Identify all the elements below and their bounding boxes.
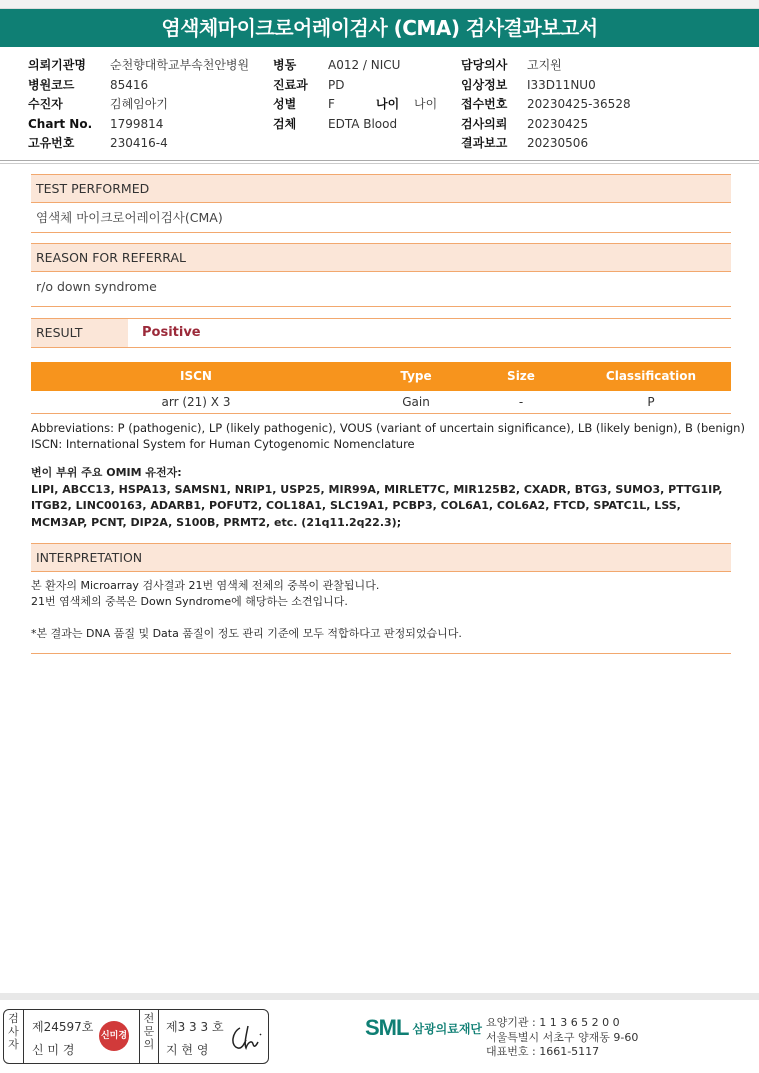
test-performed-heading: TEST PERFORMED (31, 174, 731, 203)
header-label: 수진자 (28, 97, 63, 111)
doctor-label: 전문의 (139, 1010, 159, 1063)
result-value: Positive (142, 325, 201, 340)
header-label: 임상정보 (461, 77, 508, 92)
top-border (0, 0, 759, 9)
header-value: 순천향대학교부속천안병원 (110, 58, 250, 72)
doctor-name: 지 현 영 (166, 1043, 209, 1057)
interpretation-line: 21번 염색체의 중복은 Down Syndrome에 해당하는 소견입니다. (31, 595, 348, 608)
table-header (31, 362, 731, 391)
sml-logo-text: SML (365, 1015, 409, 1040)
signature-icon (226, 1022, 266, 1054)
header-label: Chart No. (28, 116, 93, 131)
header-col-1 (28, 56, 249, 154)
table-header-cell: ISCN (180, 369, 212, 383)
interpretation-line: 본 환자의 Microarray 검사결과 21번 염색체 전체의 중복이 관찰됩니다. (31, 579, 380, 592)
abbreviations-line: ISCN: International System for Human Cytogenomic Nomenclature (31, 437, 415, 451)
header-value: EDTA Blood (328, 116, 398, 131)
result-label: RESULT (31, 319, 128, 347)
header-divider (0, 160, 759, 161)
header-value: 20230425 (527, 116, 589, 131)
header-label: 고유번호 (28, 136, 75, 150)
header-value: 20230425-36528 (527, 97, 631, 111)
iscn-table (31, 362, 731, 414)
header-col-3 (461, 56, 631, 154)
header-divider (0, 163, 759, 164)
table-cell: - (518, 395, 524, 409)
header-value: 230416-4 (110, 136, 168, 150)
referral-value: r/o down syndrome (31, 272, 731, 307)
header-label: 접수번호 (461, 97, 508, 111)
header-value: I33D11NU0 (527, 77, 596, 92)
header-value: 1799814 (110, 116, 164, 131)
doctor-no: 제3 3 3 호 (166, 1020, 224, 1034)
contact-line: 요양기관 : 1 1 3 6 5 2 0 0 (486, 1016, 620, 1029)
table-header-cell: Classification (605, 369, 697, 383)
genes-list: LIPI, ABCC13, HSPA13, SAMSN1, NRIP1, USP25, MIR99A, MIRLET7C, MIR125B2, CXADR, BTG3, SUMO3, PTTG1IP, ITGB2, LINC00163, ADARB1, POFUT2, COL18A1, SLC19A1, PCBP3, COL6A1, COL6A2, FTCD, SPATC1L, LSS, MCM3AP, PCNT, DIP2A, S100B, PRMT2, etc. (21q11.2q22.3); (31, 482, 723, 529)
abbreviations-line: Abbreviations: P (pathogenic), LP (likely pathogenic), VOUS (variant of uncertain significance), LB (likely benign), B (benign) (31, 421, 745, 435)
header-label: 검체 (273, 116, 297, 131)
footer-divider (0, 993, 759, 1000)
age-value: 나이 (414, 97, 438, 111)
table-header-cell: Type (400, 369, 432, 383)
header-label: 성별 (273, 97, 297, 111)
report-title: 염색체마이크로어레이검사 (CMA) 검사결과보고서 (0, 9, 759, 47)
table-cell: arr (21) X 3 (161, 395, 231, 409)
interpretation-text (31, 578, 731, 610)
header-value: 김혜임아기 (110, 97, 168, 111)
header-value: PD (328, 77, 345, 92)
contact-info (486, 1016, 638, 1060)
sml-logo (365, 1015, 482, 1041)
header-label: 진료과 (273, 77, 308, 92)
header-col-2 (273, 56, 437, 134)
header-label: 병원코드 (28, 77, 75, 92)
contact-line: 서울특별시 서초구 양재동 9-60 (486, 1030, 639, 1044)
referral-heading: REASON FOR REFERRAL (31, 243, 731, 272)
table-header-cell: Size (507, 369, 535, 383)
table-cell: P (647, 395, 655, 409)
header-label: 담당의사 (461, 58, 508, 72)
header-value: A012 / NICU (328, 58, 401, 72)
test-performed-value: 염색체 마이크로어레이검사(CMA) (31, 203, 731, 233)
interpretation-heading: INTERPRETATION (31, 543, 731, 572)
header-label: 결과보고 (461, 136, 508, 150)
result-row (31, 318, 731, 348)
table-row (31, 391, 731, 414)
quality-note: *본 결과는 DNA 품질 및 Data 품질이 정도 관리 기준에 모두 적합하다고 판정되었습니다. (31, 627, 462, 640)
section-divider (31, 653, 731, 654)
examiner-label: 검사자 (4, 1010, 24, 1063)
examiner-name: 신 미 경 (32, 1043, 75, 1057)
header-value: 고지원 (527, 58, 562, 72)
contact-line: 대표번호 : 1661-5117 (486, 1045, 600, 1058)
table-cell: Gain (402, 395, 430, 409)
abbreviations (31, 420, 746, 452)
header-label: 의뢰기관명 (28, 58, 86, 72)
org-name: 삼광의료재단 (412, 1021, 483, 1036)
omim-genes (31, 465, 731, 531)
header-value: F (328, 97, 335, 111)
signature-box (3, 1009, 269, 1064)
header-label: 검사의뢰 (461, 116, 508, 131)
header-value: 20230506 (527, 136, 589, 150)
header-label: 병동 (273, 58, 297, 72)
genes-title: 변이 부위 주요 OMIM 유전자: (31, 466, 182, 479)
seal-stamp: 신미경 (99, 1021, 129, 1051)
age-label: 나이 (376, 97, 400, 111)
examiner-no: 제24597호 (32, 1020, 94, 1034)
header-value: 85416 (110, 77, 149, 92)
